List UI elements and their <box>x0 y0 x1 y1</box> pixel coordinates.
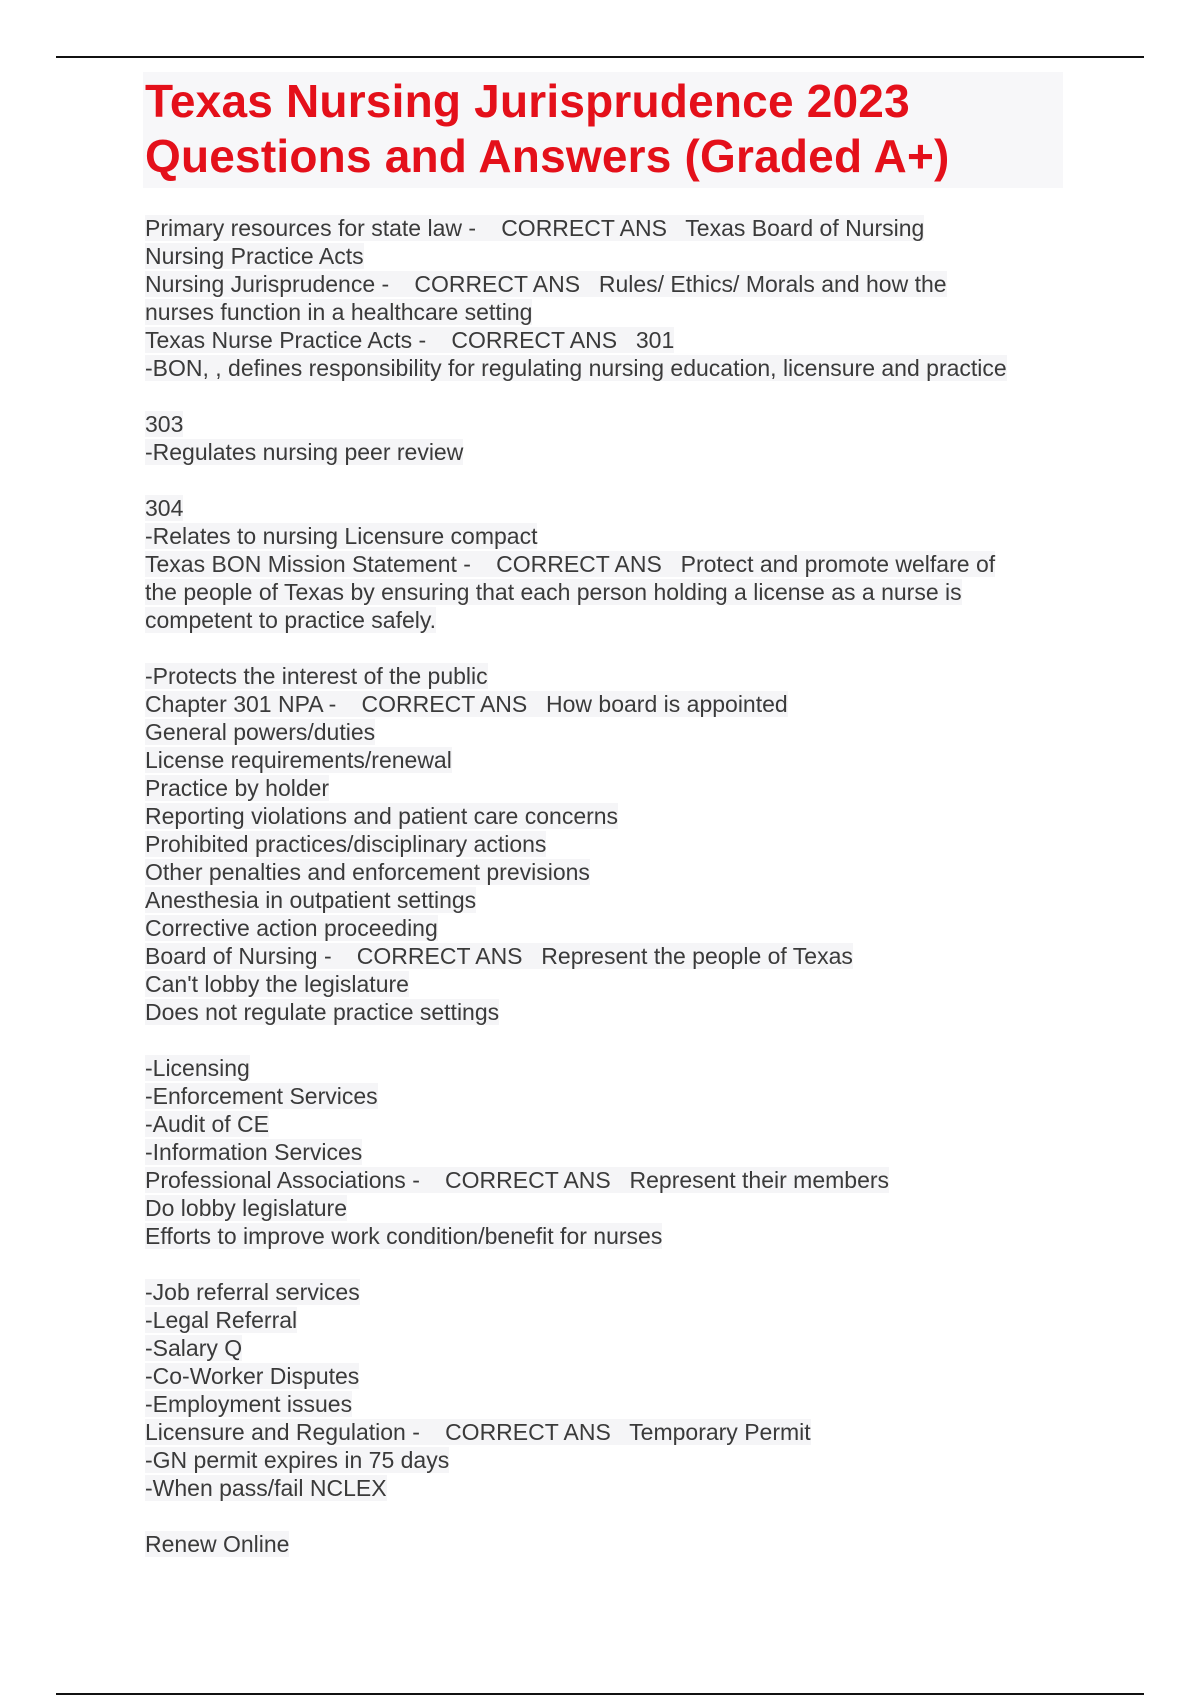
qa-question-highlight <box>145 691 788 717</box>
answer-detail-text: Practice by holder <box>145 775 330 801</box>
qa-question-highlight <box>145 1167 889 1193</box>
answer-detail-line <box>145 970 1065 998</box>
answer-detail-text: Other penalties and enforcement previsions <box>145 859 590 885</box>
answer-detail-text: -When pass/fail NCLEX <box>145 1475 387 1501</box>
answer-detail-text: -Licensing <box>145 1055 250 1081</box>
qa-question-line <box>145 690 1065 718</box>
answer-detail-text: the people of Texas by ensuring that each person holding a license as a nurse is <box>145 579 962 605</box>
answer-detail-line <box>145 522 1065 550</box>
answer-text: 301 <box>629 327 675 353</box>
answer-marker: CORRECT ANS <box>425 1419 618 1445</box>
answer-text: Represent the people of Texas <box>534 943 853 969</box>
answer-detail-line <box>145 662 1065 690</box>
answer-detail-line <box>145 914 1065 942</box>
answer-detail-text: -Co-Worker Disputes <box>145 1363 360 1389</box>
answer-detail-text: competent to practice safely. <box>145 607 437 633</box>
answer-detail-line <box>145 354 1065 382</box>
question-text: Texas Nurse Practice Acts - <box>145 327 427 353</box>
answer-detail-text: -Enforcement Services <box>145 1083 378 1109</box>
title-block <box>143 72 1063 188</box>
answer-detail-line <box>145 1362 1065 1390</box>
blank-line <box>145 634 1065 662</box>
answer-detail-text: 303 <box>145 411 184 437</box>
answer-detail-text: -Information Services <box>145 1139 363 1165</box>
document-content <box>145 72 1065 1558</box>
qa-question-highlight <box>145 943 853 969</box>
qa-question-highlight <box>145 1419 811 1445</box>
answer-detail-line <box>145 998 1065 1026</box>
answer-text: Rules/ Ethics/ Morals and how the <box>592 271 947 297</box>
answer-marker: CORRECT ANS <box>395 271 587 297</box>
answer-detail-line <box>145 1530 1065 1558</box>
top-rule <box>56 56 1144 58</box>
blank-line <box>145 382 1065 410</box>
question-text: Licensure and Regulation - <box>145 1419 420 1445</box>
answer-detail-line <box>145 1138 1065 1166</box>
qa-question-line <box>145 1166 1065 1194</box>
answer-detail-text: -Legal Referral <box>145 1307 298 1333</box>
answer-detail-text: nurses function in a healthcare setting <box>145 299 533 325</box>
answer-detail-text: -GN permit expires in 75 days <box>145 1447 450 1473</box>
answer-detail-line <box>145 1306 1065 1334</box>
answer-detail-text: Reporting violations and patient care concerns <box>145 803 619 829</box>
answer-detail-line <box>145 886 1065 914</box>
answer-detail-line <box>145 1446 1065 1474</box>
question-text: Board of Nursing - <box>145 943 332 969</box>
question-text: Primary resources for state law - <box>145 215 477 241</box>
answer-detail-text: Efforts to improve work condition/benefit for nurses <box>145 1223 663 1249</box>
answer-detail-text: -Regulates nursing peer review <box>145 439 464 465</box>
answer-detail-text: -Relates to nursing Licensure compact <box>145 523 538 549</box>
answer-detail-text: Can't lobby the legislature <box>145 971 409 997</box>
answer-detail-line <box>145 298 1065 326</box>
answer-detail-text: General powers/duties <box>145 719 376 745</box>
answer-detail-line <box>145 830 1065 858</box>
qa-question-highlight <box>145 271 947 297</box>
qa-body <box>145 214 1065 1558</box>
answer-marker: CORRECT ANS <box>476 551 669 577</box>
answer-detail-line <box>145 718 1065 746</box>
answer-detail-text: -Employment issues <box>145 1391 353 1417</box>
answer-detail-line <box>145 1194 1065 1222</box>
answer-detail-text: Prohibited practices/disciplinary actions <box>145 831 547 857</box>
answer-detail-line <box>145 494 1065 522</box>
answer-detail-line <box>145 578 1065 606</box>
qa-question-line <box>145 326 1065 354</box>
qa-question-line <box>145 550 1065 578</box>
answer-detail-line <box>145 1222 1065 1250</box>
answer-detail-line <box>145 858 1065 886</box>
question-text: Nursing Jurisprudence - <box>145 271 390 297</box>
answer-detail-line <box>145 438 1065 466</box>
answer-marker: CORRECT ANS <box>425 1167 618 1193</box>
answer-detail-line <box>145 746 1065 774</box>
question-text: Chapter 301 NPA - <box>145 691 337 717</box>
answer-text: Represent their members <box>623 1167 890 1193</box>
answer-detail-text: Do lobby legislature <box>145 1195 348 1221</box>
qa-question-line <box>145 214 1065 242</box>
answer-detail-text: -Protects the interest of the public <box>145 663 488 689</box>
qa-question-highlight <box>145 551 995 577</box>
answer-detail-text: Nursing Practice Acts <box>145 243 364 269</box>
document-title <box>145 74 1057 184</box>
answer-detail-text: -Job referral services <box>145 1279 360 1305</box>
answer-detail-line <box>145 410 1065 438</box>
answer-detail-text: Does not regulate practice settings <box>145 999 500 1025</box>
answer-marker: CORRECT ANS <box>432 327 624 353</box>
qa-question-line <box>145 270 1065 298</box>
qa-question-highlight <box>145 215 924 241</box>
blank-line <box>145 1502 1065 1530</box>
answer-detail-line <box>145 242 1065 270</box>
answer-text: How board is appointed <box>539 691 788 717</box>
answer-detail-text: Corrective action proceeding <box>145 915 438 941</box>
answer-detail-text: License requirements/renewal <box>145 747 452 773</box>
answer-detail-line <box>145 1278 1065 1306</box>
answer-detail-text: -Salary Q <box>145 1335 243 1361</box>
answer-detail-line <box>145 1054 1065 1082</box>
answer-detail-text: -Audit of CE <box>145 1111 269 1137</box>
answer-detail-line <box>145 606 1065 634</box>
question-text: Texas BON Mission Statement - <box>145 551 471 577</box>
qa-question-line <box>145 1418 1065 1446</box>
answer-marker: CORRECT ANS <box>337 943 529 969</box>
blank-line <box>145 1250 1065 1278</box>
answer-marker: CORRECT ANS <box>482 215 674 241</box>
answer-detail-line <box>145 1110 1065 1138</box>
answer-detail-text: -BON, , defines responsibility for regulating nursing education, licensure and practice <box>145 355 1007 381</box>
answer-detail-text: 304 <box>145 495 184 521</box>
answer-detail-text: Anesthesia in outpatient settings <box>145 887 477 913</box>
answer-detail-line <box>145 1474 1065 1502</box>
answer-detail-text: Renew Online <box>145 1531 290 1557</box>
answer-text: Protect and promote welfare of <box>674 551 996 577</box>
blank-line <box>145 466 1065 494</box>
answer-detail-line <box>145 1082 1065 1110</box>
qa-question-highlight <box>145 327 674 353</box>
blank-line <box>145 1026 1065 1054</box>
answer-detail-line <box>145 1334 1065 1362</box>
answer-detail-line <box>145 802 1065 830</box>
answer-marker: CORRECT ANS <box>342 691 534 717</box>
bottom-rule <box>56 1693 1144 1695</box>
answer-text: Temporary Permit <box>623 1419 811 1445</box>
answer-text: Texas Board of Nursing <box>679 215 925 241</box>
answer-detail-line <box>145 1390 1065 1418</box>
question-text: Professional Associations - <box>145 1167 420 1193</box>
title-line-2: Questions and Answers (Graded A+) <box>145 130 950 182</box>
answer-detail-line <box>145 774 1065 802</box>
title-line-1: Texas Nursing Jurisprudence 2023 <box>145 75 910 127</box>
qa-question-line <box>145 942 1065 970</box>
